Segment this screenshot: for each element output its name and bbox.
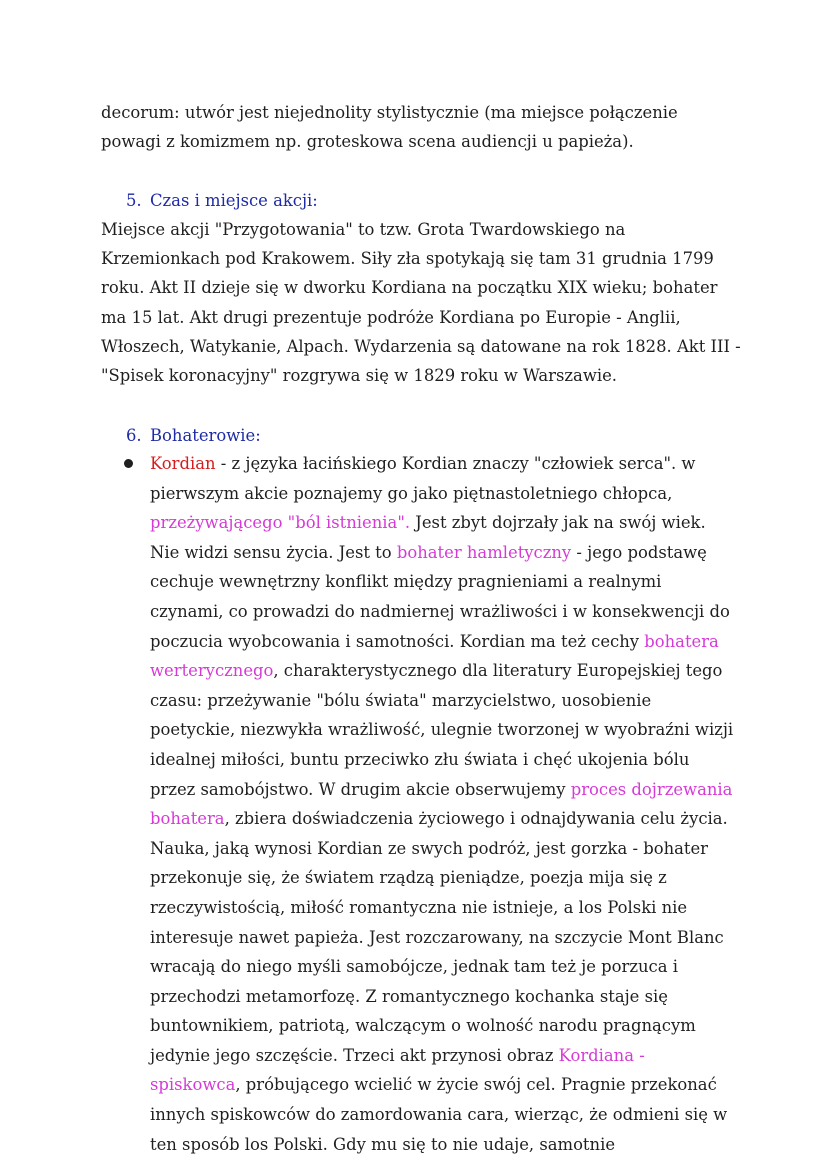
section-6-title: Bohaterowie: [150,426,261,445]
intro-paragraph: decorum: utwór jest niejednolity stylistycznie (ma miejsce połączenie powagi z komizmem np. groteskowa scena audiencji u papieża). [101,103,678,152]
bullet-text-3: - jego podstawę cechuje wewnętrzny konflikt między pragnieniami a realnymi czynami, co prowadzi do nadmiernej wrażliwości i w konsekwencji do poczucia wyobcowania i samotności. Kordian ma też cechy [150,542,730,651]
highlight-5: Kordiana - spiskowca [150,1045,645,1095]
section-6-number: 6. [126,426,142,445]
highlight-4: proces dojrzewania bohatera [150,779,733,829]
highlight-3: bohatera werterycznego [150,631,719,681]
character-name: Kordian [150,454,216,473]
section-5-number: 5. [126,191,142,210]
section-6-heading [126,421,261,450]
highlight-1: przeżywającego "ból istnienia". [150,513,411,533]
list-item-kordian [150,449,735,1159]
section-5-text: Miejsce akcji "Przygotowania" to tzw. Grota Twardowskiego na Krzemionkach pod Krakowem. Siły zła spotykają się tam 31 grudnia 1799 roku. Akt II dzieje się w dworku Kordiana na początku XIX wieku; bohater ma 15 lat. Akt drugi prezentuje podróże Kordiana po Europie - Anglii, Włoszech, Watykanie, Alpach. Wydarzenia są datowane na rok 1828. Akt III - "Spisek koronacyjny" rozgrywa się w 1829 roku w Warszawie. [101,220,741,386]
bullet-dot-icon [124,459,133,468]
bullet-text-5: , zbiera doświadczenia życiowego i odnajdywania celu życia. Nauka, jaką wynosi Kordian ze swych podróż, jest gorzka - bohater przekonuje się, że światem rządzą pieniądze, poezja mija się z rzeczywistością, miłość romantyczna nie istnieje, a los Polski nie interesuje nawet papieża. Jest rozczarowany, na szczycie Mont Blanc wracają do niego myśli samobójcze, jednak tam też je porzuca i przechodzi metamorfozę. Z romantycznego kochanka staje się buntownikiem, patriotą, walczącym o wolność narodu pragnącym jedynie jego szczęście. Trzeci akt przynosi obraz [150,809,728,1065]
bullet-text-6: , próbującego wcielić w życie swój cel. Pragnie przekonać innych spiskowców do zamordowania cara, wierząc, że odmieni się w ten sposób los Polski. Gdy mu się to nie udaje, samotnie [150,1075,728,1154]
section-5-title: Czas i miejsce akcji: [150,191,318,210]
bullet-text-2: Jest zbyt dojrzały jak na swój wiek. Nie widzi sensu życia. Jest to [150,513,706,562]
section-5-heading [126,186,318,215]
bullet-text-1: - z języka łacińskiego Kordian znaczy "człowiek serca". w pierwszym akcie poznajemy go jako piętnastoletniego chłopca, [150,454,696,503]
bullet-text-4: , charakterystycznego dla literatury Europejskiej tego czasu: przeżywanie "bólu świata" marzycielstwo, uosobienie poetyckie, niezwykła wrażliwość, ulegnie tworzonej w wyobraźni wizji idealnej miłości, buntu przeciwko złu świata i chęć ukojenia bólu przez samobójstwo. W drugim akcie obserwujemy [150,661,734,799]
highlight-2: bohater hamletyczny [396,542,572,562]
